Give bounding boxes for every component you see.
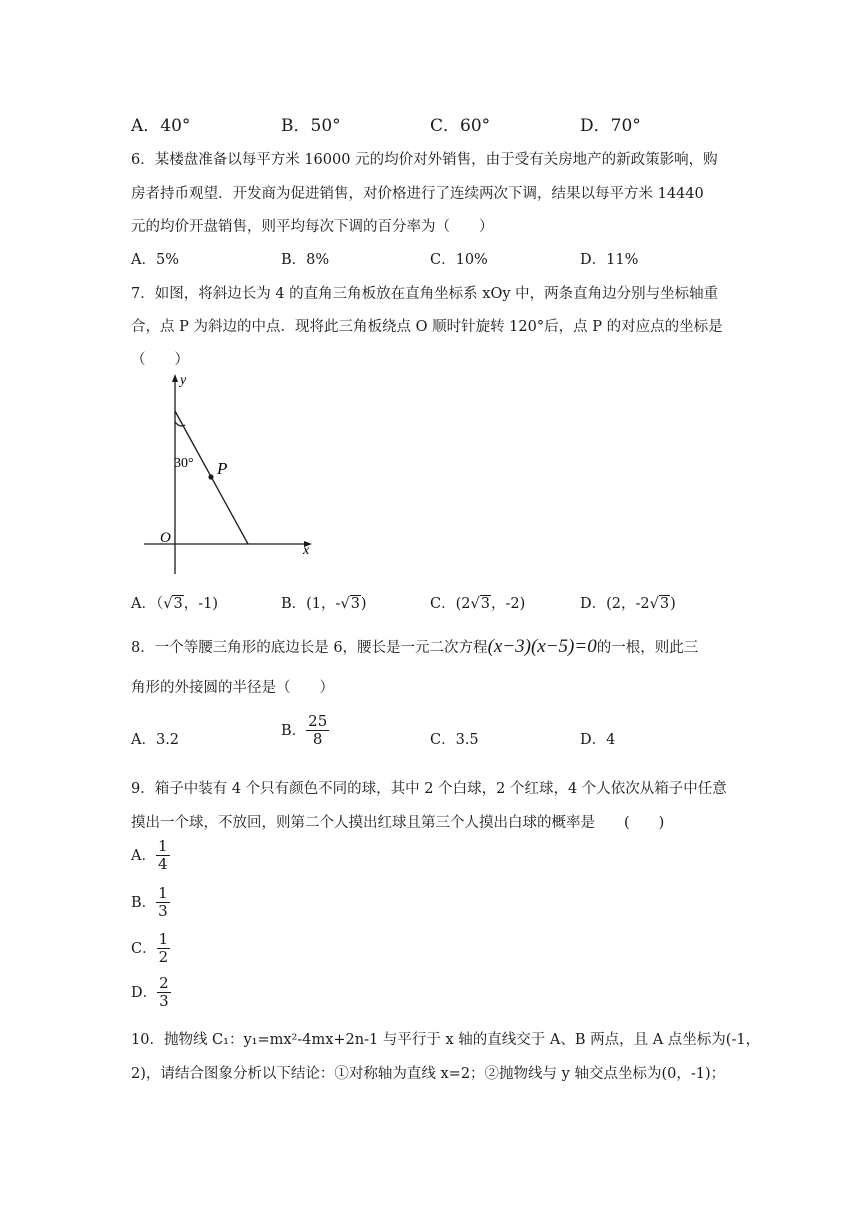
q6-option-c: C．10% bbox=[430, 252, 488, 268]
q7-line-2: 合，点 P 为斜边的中点．现将此三角板绕点 O 顺时针旋转 120°后，点 P 的对应点的坐标是 bbox=[131, 319, 723, 335]
q8-equation: (x−3)(x−5)=0 bbox=[487, 636, 597, 657]
q6-line-2: 房者持币观望．开发商为促进销售，对价格进行了连续两次下调，结果以每平方米 14440 bbox=[131, 186, 704, 202]
q8-option-a: A．3.2 bbox=[131, 732, 180, 748]
q8-option-b: B． $\frac{25}{8}$ bbox=[281, 712, 328, 749]
y-axis-label: y bbox=[180, 373, 187, 388]
point-p bbox=[208, 474, 213, 479]
q5-option-c: C．60° bbox=[430, 116, 491, 136]
q7-diagram bbox=[140, 370, 330, 580]
q6-line-1: 6．某楼盘准备以每平方米 16000 元的均价对外销售，由于受有关房地产的新政策影响，购 bbox=[131, 152, 718, 168]
origin-label: O bbox=[160, 530, 171, 546]
q6-option-b: B．8% bbox=[281, 252, 330, 268]
angle-label: 30° bbox=[174, 456, 194, 471]
q10-line-2: 2)，请结合图象分析以下结论：①对称轴为直线 x=2；②抛物线与 y 轴交点坐标为(0，-1)； bbox=[131, 1066, 726, 1082]
q9-option-a: A． $\frac{1}{4}$ bbox=[131, 837, 168, 874]
angle-arc bbox=[175, 422, 185, 426]
q10-line-1: 10．抛物线 C₁：y₁=mx²-4mx+2n-1 与平行于 x 轴的直线交于 A、B 两点，且 A 点坐标为(-1， bbox=[131, 1032, 761, 1048]
q8-line-2: 角形的外接圆的半径是（ ） bbox=[131, 680, 334, 696]
q7-option-b: B．(1，-√3) bbox=[281, 596, 367, 612]
q8-option-c: C．3.5 bbox=[430, 732, 479, 748]
q7-line-3: （ ） bbox=[131, 352, 189, 368]
q7-option-d: D．(2，-2√3) bbox=[580, 596, 676, 612]
point-p-label: P bbox=[217, 459, 228, 478]
q8-line-1: 8．一个等腰三角形的底边长是 6，腰长是一元二次方程(x−3)(x−5)=0的一根，则此三 bbox=[131, 636, 699, 657]
q5-option-b: B．50° bbox=[281, 116, 341, 136]
q9-line-2: 摸出一个球，不放回，则第二个人摸出红球且第三个人摸出白球的概率是 ( ) bbox=[131, 815, 665, 831]
q6-option-d: D．11% bbox=[580, 252, 639, 268]
q6-line-3: 元的均价开盘销售，则平均每次下调的百分率为（ ） bbox=[131, 219, 494, 235]
q9-option-c: C． $\frac{1}{2}$ bbox=[131, 930, 169, 967]
q7-option-c: C．(2√3，-2) bbox=[430, 596, 526, 612]
q8-option-d: D．4 bbox=[580, 732, 616, 748]
q9-option-b: B． $\frac{1}{3}$ bbox=[131, 884, 168, 921]
y-axis-arrow bbox=[172, 374, 178, 382]
q7-line-1: 7．如图，将斜边长为 4 的直角三角板放在直角坐标系 xOy 中，两条直角边分别与坐标轴重 bbox=[131, 286, 719, 302]
q6-option-a: A．5% bbox=[131, 252, 179, 268]
q9-option-d: D． $\frac{2}{3}$ bbox=[131, 974, 169, 1011]
q5-option-d: D．70° bbox=[580, 116, 641, 136]
q9-line-1: 9．箱子中装有 4 个只有颜色不同的球，其中 2 个白球，2 个红球，4 个人依次从箱子中任意 bbox=[131, 781, 727, 797]
q7-option-a: A．（√3，-1) bbox=[131, 596, 219, 612]
x-axis-label: x bbox=[303, 543, 310, 558]
q5-option-a: A．40° bbox=[131, 116, 191, 136]
